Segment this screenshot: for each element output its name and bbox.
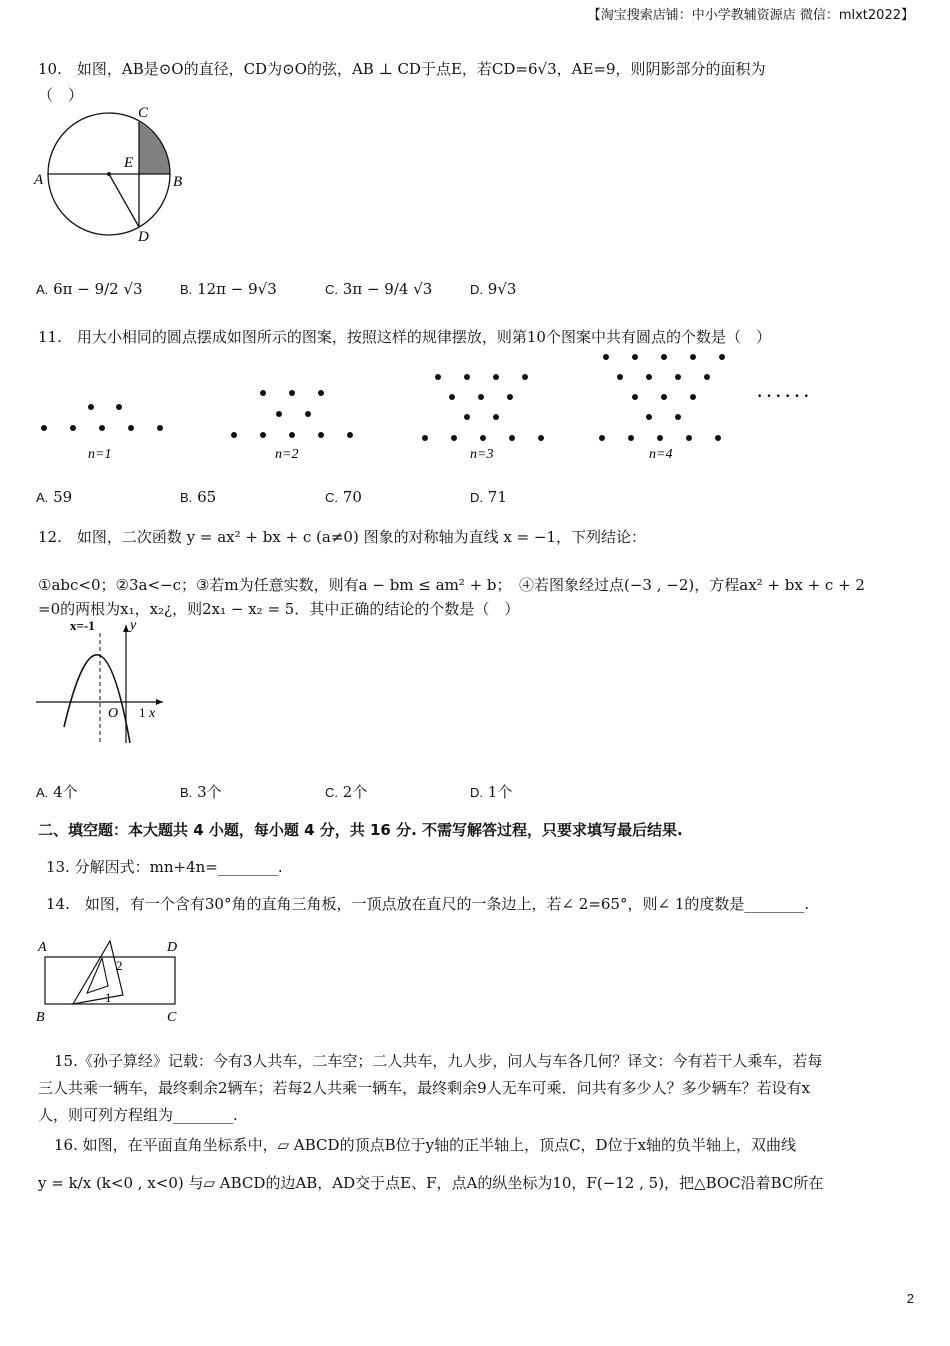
q10-paren: （ ） <box>38 86 84 104</box>
q14-label-d: D <box>167 940 178 955</box>
q12-axis-label: x=-1 <box>70 618 95 633</box>
q11-option-c[interactable] <box>325 488 362 506</box>
q11-option-d[interactable] <box>470 488 507 506</box>
option-label: B. <box>180 282 193 297</box>
q11-ellipsis: · · · · · · <box>757 388 810 405</box>
q11-caption-n2: n=2 <box>275 447 299 462</box>
option-label: D. <box>470 785 483 800</box>
option-label: C. <box>325 490 338 505</box>
option-text: 2个 <box>342 783 368 801</box>
q10-label-d: D <box>138 229 149 245</box>
option-label: D. <box>470 282 483 297</box>
q10-option-a[interactable] <box>36 280 143 298</box>
q10-label-e: E <box>124 155 134 171</box>
q12-conclusion-4-cont: =0的两根为x₁，x₂¿，则2x₁ − x₂ = 5．其中正确的结论的个数是（ ） <box>38 600 520 618</box>
q11-option-a[interactable] <box>36 488 72 506</box>
q15-line-1: 15.《孙子算经》记载：今有3人共车，二车空；二人共车，九人步，问人与车各几何？译文：今有若干人乘车，若每 <box>54 1052 823 1070</box>
q12-option-d[interactable] <box>470 781 512 802</box>
option-text: 1个 <box>487 783 513 801</box>
q15-line-3: 人，则可列方程组为________. <box>38 1106 238 1124</box>
q12-parabola-curve <box>64 655 130 743</box>
q11-pattern-n2 <box>231 390 353 438</box>
q11-caption-n4: n=4 <box>649 447 673 462</box>
option-label: C. <box>325 282 338 297</box>
q16-line-1: 16. 如图，在平面直角坐标系中，▱ ABCD的顶点B位于y轴的正半轴上，顶点C，D位于x轴的负半轴上，双曲线 <box>54 1136 797 1154</box>
option-label: B. <box>180 490 193 505</box>
option-text: 71 <box>487 488 507 506</box>
q12-conclusions: ①abc<0；②3a<−c；③若m为任意实数，则有a − bm ≤ am² + b； ④若图象经过点(−3 , −2)，方程ax² + bx + c + 2 <box>38 576 865 594</box>
page-header: 【淘宝搜索店铺：中小学教辅资源店 微信：mlxt2022】 <box>587 8 914 23</box>
page-number: 2 <box>906 1291 914 1306</box>
q12-label-x: x <box>149 706 156 721</box>
q11-caption-n3: n=3 <box>470 447 494 462</box>
q10-circle-figure <box>30 100 200 250</box>
q10-label-b: B <box>173 174 183 190</box>
q13-stem: 13. 分解因式：mn+4n=________. <box>46 858 283 876</box>
q14-angle-1: 1 <box>105 990 112 1005</box>
option-label: C. <box>325 785 338 800</box>
q10-option-d[interactable] <box>470 280 516 298</box>
option-text: 6π − 9/2 √3 <box>53 280 143 298</box>
option-text: 4个 <box>53 783 78 801</box>
q10-option-c[interactable] <box>325 280 432 298</box>
q14-label-b: B <box>36 1010 45 1025</box>
q10-center-point <box>107 172 111 176</box>
q14-label-a: A <box>38 940 47 955</box>
q10-label-c: C <box>138 105 149 121</box>
q10-radius-od <box>109 174 139 227</box>
q12-label-one: 1 <box>139 705 146 720</box>
q12-y-arrow <box>123 625 129 632</box>
option-label: D. <box>470 490 483 505</box>
q12-parabola-figure <box>30 615 180 750</box>
q12-option-c[interactable] <box>325 781 367 802</box>
option-text: 70 <box>342 488 362 506</box>
q11-pattern-n1 <box>41 404 163 431</box>
option-text: 3π − 9/4 √3 <box>342 280 433 298</box>
option-text: 65 <box>197 488 217 506</box>
option-label: B. <box>180 785 193 800</box>
option-text: 3个 <box>197 783 222 801</box>
q14-ruler-triangle-figure <box>30 935 195 1025</box>
q11-dot-pattern-figure <box>30 345 850 470</box>
q14-label-c: C <box>167 1010 177 1025</box>
q12-option-a[interactable] <box>36 781 78 802</box>
q16-line-2: y = k/x (k<0 , x<0) 与▱ ABCD的边AB，AD交于点E、F，点A的纵坐标为10，F(−12 , 5)，把△BOC沿着BC所在 <box>38 1174 824 1192</box>
q11-pattern-n3 <box>422 374 544 441</box>
q12-label-o: O <box>108 706 119 721</box>
option-text: 12π − 9√3 <box>197 280 277 298</box>
q14-angle-2: 2 <box>116 958 123 973</box>
section-2-heading: 二、填空题：本大题共 4 小题，每小题 4 分，共 16 分. 不需写解答过程，只要求填写最后结果. <box>38 821 683 839</box>
q15-line-2: 三人共乘一辆车，最终剩余2辆车；若每2人共乘一辆车，最终剩余9人无车可乘．问共有多少人？多少辆车？若设有x <box>38 1079 811 1097</box>
q12-x-arrow <box>156 699 163 705</box>
option-label: A. <box>36 785 49 800</box>
q11-pattern-n4 <box>599 354 725 441</box>
option-text: 59 <box>53 488 73 506</box>
q10-label-a: A <box>34 172 44 188</box>
q10-option-b[interactable] <box>180 280 277 298</box>
option-label: A. <box>36 490 49 505</box>
q14-stem: 14. 如图，有一个含有30°角的直角三角板，一顶点放在直尺的一条边上，若∠ 2=65°，则∠ 1的度数是________. <box>46 895 810 913</box>
q11-option-b[interactable] <box>180 488 216 506</box>
q12-label-y: y <box>130 618 137 633</box>
q12-stem: 12. 如图，二次函数 y = ax² + bx + c (a≠0) 图象的对称轴为直线 x = −1，下列结论： <box>38 528 647 546</box>
q10-stem: 10. 如图，AB是⊙O的直径，CD为⊙O的弦，AB ⊥ CD于点E，若CD=6√3，AE=9，则阴影部分的面积为 <box>38 60 766 78</box>
q11-stem: 11. 用大小相同的圆点摆成如图所示的图案，按照这样的规律摆放，则第10个图案中共有圆点的个数是（ ） <box>38 328 771 346</box>
option-label: A. <box>36 282 49 297</box>
q12-option-b[interactable] <box>180 781 222 802</box>
q11-caption-n1: n=1 <box>88 447 112 462</box>
q10-shaded-region <box>139 122 170 174</box>
option-text: 9√3 <box>487 280 517 298</box>
